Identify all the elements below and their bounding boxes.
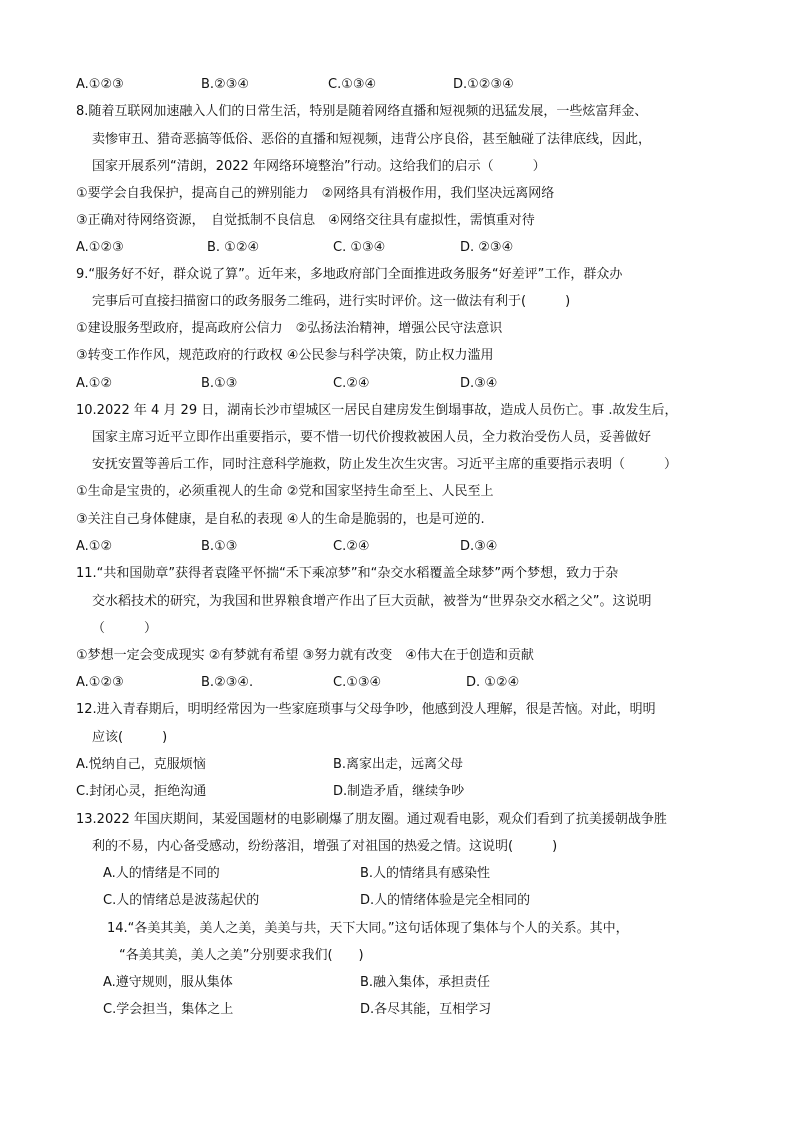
q10-stem-line-2: 国家主席习近平立即作出重要指示，要不惜一切代价搜救被困人员，全力救治受伤人员，妥善做好 (92, 430, 652, 445)
q10-option-a: A.①② (76, 539, 113, 554)
q8-statements-1: ①要学会自我保护，提高自己的辨别能力 ②网络具有消极作用，我们坚决远离网络 (76, 186, 555, 201)
q10-stem-line-1: 10.2022 年 4 月 29 日，湖南长沙市望城区一居民自建房发生倒塌事故，造成人员伤亡。事 .故发生后， (76, 403, 678, 418)
q8-option-b: B. ①②④ (207, 240, 260, 255)
q11-stem-line-2: 交水稻技术的研究，为我国和世界粮食增产作出了巨大贡献，被誉为“世界杂交水稻之父”。这说明 (92, 594, 652, 609)
q11-option-a: A.①②③ (76, 675, 124, 690)
q12-option-b: B.离家出走，远离父母 (333, 757, 464, 772)
q10-option-d: D.③④ (460, 539, 498, 554)
q9-option-b: B.①③ (201, 376, 238, 391)
q14-option-a: A.遵守规则，服从集体 (103, 975, 233, 990)
q7-option-b: B.②③④ (201, 77, 250, 92)
q14-stem-line-1: 14.“各美其美，美人之美，美美与共，天下大同。”这句话体现了集体与个人的关系。其中， (107, 921, 629, 936)
q8-stem-line-1: 8.随着互联网加速融入人们的日常生活，特别是随着网络直播和短视频的迅猛发展，一些炫富拜金、 (76, 104, 648, 119)
q12-option-a: A.悦纳自己，克服烦恼 (76, 757, 206, 772)
q14-stem-line-2: “各美其美，美人之美”分别要求我们( ) (119, 948, 364, 963)
q14-option-c: C.学会担当，集体之上 (103, 1002, 234, 1017)
q11-option-c: C.①③④ (333, 675, 382, 690)
q7-option-d: D.①②③④ (453, 77, 514, 92)
q12-stem-line-1: 12.进入青春期后，明明经常因为一些家庭琐事与父母争吵，他感到没人理解，很是苦恼。对此，明明 (76, 702, 656, 717)
q8-statements-2: ③正确对待网络资源， 自觉抵制不良信息 ④网络交往具有虚拟性，需慎重对待 (76, 213, 535, 228)
q13-stem-line-2: 利的不易，内心备受感动，纷纷落泪，增强了对祖国的热爱之情。这说明( ) (92, 839, 558, 854)
q12-option-d: D.制造矛盾，继续争吵 (333, 784, 465, 799)
q11-option-d: D. ①②④ (466, 675, 520, 690)
q8-option-c: C. ①③④ (333, 240, 386, 255)
q14-option-b: B.融入集体，承担责任 (360, 975, 491, 990)
q9-option-c: C.②④ (333, 376, 370, 391)
q9-option-d: D.③④ (460, 376, 498, 391)
q13-option-a: A.人的情绪是不同的 (103, 866, 220, 881)
q9-option-a: A.①② (76, 376, 113, 391)
q9-statements-2: ③转变工作作风，规范政府的行政权 ④公民参与科学决策，防止权力滥用 (76, 348, 494, 363)
q14-option-d: D.各尽其能，互相学习 (360, 1002, 492, 1017)
q11-option-b: B.②③④. (201, 675, 254, 690)
q11-stem-line-1: 11.“共和国勋章”获得者袁隆平怀揣“禾下乘凉梦”和“杂交水稻覆盖全球梦”两个梦想，致力于杂 (76, 566, 619, 581)
q9-stem-line-1: 9.“服务好不好，群众说了算”。近年来，多地政府部门全面推进政务服务“好差评”工作，群众办 (76, 267, 623, 282)
q12-stem-line-2: 应该( ) (92, 730, 168, 745)
q13-option-b: B.人的情绪具有感染性 (360, 866, 491, 881)
q8-stem-line-2: 卖惨审丑、猎奇恶搞等低俗、恶俗的直播和短视频，违背公序良俗，甚至触碰了法律底线，因此， (92, 132, 652, 147)
q10-option-b: B.①③ (201, 539, 238, 554)
q8-stem-line-3: 国家开展系列“清朗，2022 年网络环境整治”行动。这给我们的启示（ ） (92, 159, 546, 174)
q10-statements-1: ①生命是宝贵的，必须重视人的生命 ②党和国家坚持生命至上、人民至上 (76, 484, 494, 499)
q8-option-d: D. ②③④ (460, 240, 514, 255)
q11-answer-bracket: （ ） (92, 621, 158, 636)
q9-statements-1: ①建设服务型政府，提高政府公信力 ②弘扬法治精神，增强公民守法意识 (76, 321, 503, 336)
q10-statements-2: ③关注自己身体健康，是自私的表现 ④人的生命是脆弱的，也是可逆的. (76, 512, 485, 527)
q11-statements: ①梦想一定会变成现实 ②有梦就有希望 ③努力就有改变 ④伟大在于创造和贡献 (76, 648, 534, 663)
q7-option-a: A.①②③ (76, 77, 124, 92)
q13-option-d: D.人的情绪体验是完全相同的 (360, 893, 531, 908)
q7-option-c: C.①③④ (328, 77, 377, 92)
q12-option-c: C.封闭心灵，拒绝沟通 (76, 784, 207, 799)
q13-option-c: C.人的情绪总是波荡起伏的 (103, 893, 260, 908)
q10-stem-line-3: 安抚安置等善后工作，同时注意科学施救，防止发生次生灾害。习近平主席的重要指示表明（ ） (92, 457, 678, 472)
q13-stem-line-1: 13.2022 年国庆期间，某爱国题材的电影刷爆了朋友圈。通过观看电影，观众们看到了抗美援朝战争胜 (76, 812, 667, 827)
q10-option-c: C.②④ (333, 539, 370, 554)
q8-option-a: A.①②③ (76, 240, 124, 255)
q9-stem-line-2: 完事后可直接扫描窗口的政务服务二维码，进行实时评价。这一做法有利于( ) (92, 294, 571, 309)
